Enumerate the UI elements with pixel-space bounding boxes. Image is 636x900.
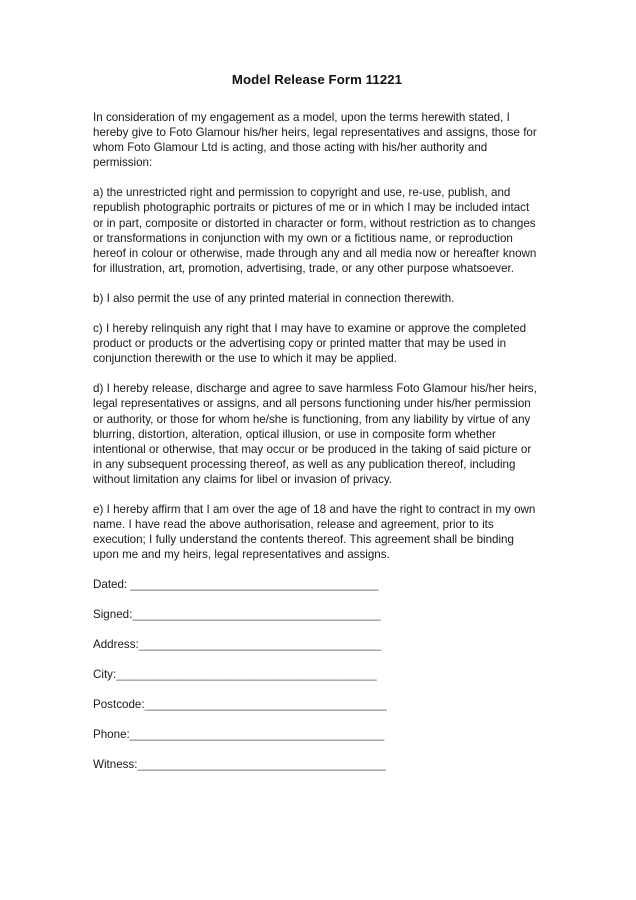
paragraph-c: c) I hereby relinquish any right that I may have to examine or approve the completed product or products or the advertising copy or printed matter that may be used in conjunction therewith or the use to which it may be applied.	[93, 322, 527, 366]
paragraph-b: b) I also permit the use of any printed material in connection therewith.	[93, 291, 455, 305]
field-rule-postcode[interactable]: ________________________________________	[144, 698, 387, 712]
field-row-phone	[93, 727, 541, 757]
field-label-dated: Dated:	[93, 578, 131, 592]
field-label-witness: Witness:	[93, 758, 138, 772]
page-title: Model Release Form 11221	[231, 72, 403, 87]
field-label-signed: Signed:	[93, 608, 133, 622]
paragraph-a: a) the unrestricted right and permission to copyright and use, re-use, publish, and republish photographic portraits or pictures of me or in which I may be included intact or in part, composite or distorted in character or form, without restriction as to changes or transformations in conjunction with my own or a fictitious name, or reproduction hereof in colour or otherwise, made through any and all media now or hereafter known for illustration, art, promotion, advertising, trade, or any other purpose whatsoever.	[93, 186, 537, 275]
paragraph-d: d) I hereby release, discharge and agree to save harmless Foto Glamour his/her heirs, legal representatives or assigns, and all persons functioning under his/her permission or authority, or those for whom he/she is functioning, from any liability by virtue of any blurring, distortion, alteration, optical illusion, or use in composite form whether intentional or otherwise, that may occur or be produced in the taking of said picture or in any subsequent processing thereof, as well as any publication thereof, including without limitation any claims for libel or invasion of privacy.	[93, 382, 537, 486]
field-rule-city[interactable]: ___________________________________________	[116, 668, 377, 682]
field-row-dated	[93, 577, 541, 607]
field-label-postcode: Postcode:	[93, 698, 145, 712]
paragraph-e: e) I hereby affirm that I am over the age of 18 and have the right to contract in my own name. I have read the above authorisation, release and agreement, prior to its execution; I fully understand the contents thereof. This agreement shall be binding upon me and my heirs, legal representatives and assigns.	[93, 502, 536, 562]
document-body	[93, 72, 541, 787]
field-rule-address[interactable]: ________________________________________	[138, 638, 381, 652]
field-label-city: City:	[93, 668, 117, 682]
paragraph-intro: In consideration of my engagement as a model, upon the terms herewith stated, I hereby give to Foto Glamour his/her heirs, legal representatives and assigns, those for whom Foto Glamour Ltd is acting, and those acting with his/her authority and permission:	[93, 111, 537, 170]
signature-fields	[93, 577, 541, 787]
field-rule-witness[interactable]: _________________________________________	[137, 758, 386, 772]
field-rule-dated[interactable]: _________________________________________	[130, 578, 379, 592]
field-label-address: Address:	[93, 638, 139, 652]
field-row-signed	[93, 607, 541, 637]
field-label-phone: Phone:	[93, 728, 130, 742]
field-row-witness	[93, 757, 541, 787]
field-rule-signed[interactable]: _________________________________________	[132, 608, 381, 622]
field-row-address	[93, 637, 541, 667]
field-row-postcode	[93, 697, 541, 727]
field-row-city	[93, 667, 541, 697]
field-rule-phone[interactable]: __________________________________________	[129, 728, 384, 742]
